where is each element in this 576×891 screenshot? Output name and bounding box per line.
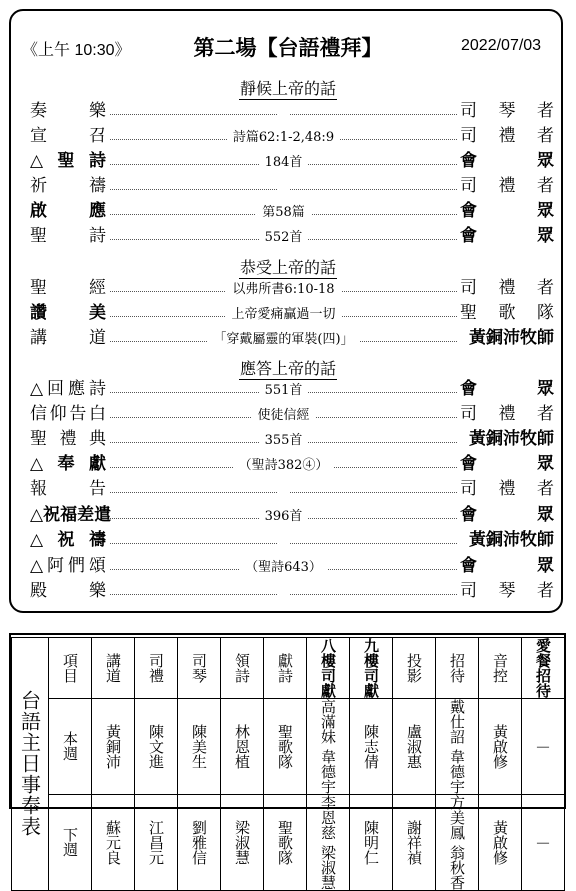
service-item-detail: 396首 — [110, 506, 457, 526]
roster-week-label: 下週 — [49, 794, 92, 890]
service-item-detail: 551首 — [110, 380, 457, 400]
roster-cell: 林恩植 — [221, 699, 264, 795]
roster-header: 獻詩 — [264, 638, 307, 699]
service-item-detail — [110, 480, 457, 500]
roster-cell: 盧淑惠 — [393, 699, 436, 795]
service-row — [30, 555, 554, 577]
service-row — [30, 378, 554, 400]
service-item-detail — [110, 531, 457, 551]
service-row — [30, 175, 554, 197]
service-row — [30, 150, 554, 172]
roster-cell: 黃銅沛 — [92, 699, 135, 795]
roster-cell: 陳文進 — [135, 699, 178, 795]
service-item-detail — [110, 177, 457, 197]
roster-header: 音控 — [479, 638, 522, 699]
roster-cell: 方美鳳 翁秋香 — [436, 794, 479, 890]
roster-cell: 聖歌隊 — [264, 699, 307, 795]
service-item-responsible: 黃銅沛牧師 — [469, 429, 554, 449]
service-item-label: 奏 樂 — [30, 101, 106, 121]
service-item-detail: 184首 — [110, 152, 457, 172]
service-time: 《上午 10:30》 — [22, 42, 131, 59]
roster-week-label: 本週 — [49, 699, 92, 795]
roster-table — [11, 637, 565, 891]
roster-header: 八樓司獻 — [307, 638, 350, 699]
section-heading-2: 恭受上帝的話 — [239, 258, 336, 277]
service-item-label: 聖 禮 典 — [30, 429, 106, 449]
service-item-label: 宣 召 — [30, 126, 106, 146]
roster-cell: 聖歌隊 — [264, 794, 307, 890]
service-row — [30, 580, 554, 602]
roster-cell: 江昌元 — [135, 794, 178, 890]
service-date: 2022/07/03 — [461, 37, 542, 54]
section-heading-3: 應答上帝的話 — [239, 359, 336, 378]
roster-header: 招待 — [436, 638, 479, 699]
service-item-responsible: 會 眾 — [460, 505, 554, 525]
roster-cell: 劉雅信 — [178, 794, 221, 890]
service-item-responsible: 會 眾 — [460, 201, 554, 221]
service-item-detail: 詩篇62:1-2,48:9 — [110, 127, 457, 147]
service-item-responsible: 司 禮 者 — [460, 479, 554, 499]
service-row — [30, 428, 554, 450]
service-item-detail: 第58篇 — [110, 202, 457, 222]
service-item-label: 報 告 — [30, 479, 106, 499]
roster-cell: 梁淑慧 — [221, 794, 264, 890]
service-item-responsible: 會 眾 — [460, 454, 554, 474]
service-row — [30, 478, 554, 500]
service-item-responsible: 黃銅沛牧師 — [469, 328, 554, 348]
service-item-detail: （聖詩643） — [110, 557, 457, 577]
service-row — [30, 529, 554, 551]
service-item-label: 殿 樂 — [30, 581, 106, 601]
service-item-label: 信 仰 告 白 — [30, 404, 106, 424]
service-item-responsible: 聖 歌 隊 — [460, 303, 554, 323]
service-item-detail: 上帝愛痛贏過一切 — [110, 304, 457, 324]
roster-cell: 陳志倩 — [350, 699, 393, 795]
roster-header: 司琴 — [178, 638, 221, 699]
service-item-detail: 552首 — [110, 227, 457, 247]
section-heading-1: 靜候上帝的話 — [239, 79, 336, 98]
roster-cell: － — [522, 699, 565, 795]
service-item-detail — [110, 582, 457, 602]
roster-cell: 陳美生 — [178, 699, 221, 795]
service-item-detail — [110, 102, 457, 122]
service-item-responsible: 司 禮 者 — [460, 404, 554, 424]
service-item-responsible: 會 眾 — [460, 379, 554, 399]
service-row — [30, 100, 554, 122]
service-item-detail: 使徒信經 — [110, 405, 457, 425]
service-item-label: △ 奉 獻 — [30, 454, 106, 474]
service-row — [30, 302, 554, 324]
roster-cell: 陳明仁 — [350, 794, 393, 890]
service-item-label: △ 阿 們 頌 — [30, 556, 106, 576]
service-item-responsible: 司 禮 者 — [460, 278, 554, 298]
service-item-label: 啟 應 — [30, 201, 106, 221]
service-item-responsible: 司 琴 者 — [460, 101, 554, 121]
service-item-responsible: 會 眾 — [460, 556, 554, 576]
service-item-responsible: 司 琴 者 — [460, 581, 554, 601]
service-item-detail: 355首 — [110, 430, 457, 450]
service-item-detail: 「穿戴屬靈的軍裝(四)」 — [110, 329, 457, 349]
roster-cell: 蘇元良 — [92, 794, 135, 890]
roster-header: 投影 — [393, 638, 436, 699]
service-item-responsible: 司 禮 者 — [460, 126, 554, 146]
service-row — [30, 125, 554, 147]
roster-cell: 黃啟修 — [479, 699, 522, 795]
service-item-responsible: 會 眾 — [460, 226, 554, 246]
service-item-label: 聖 經 — [30, 278, 106, 298]
service-row — [30, 504, 554, 526]
roster-header: 領詩 — [221, 638, 264, 699]
service-item-label: △ 聖 詩 — [30, 151, 106, 171]
service-item-label: 讚 美 — [30, 303, 106, 323]
service-row — [30, 277, 554, 299]
service-row — [30, 225, 554, 247]
service-item-detail: 以弗所書6:10-18 — [110, 279, 457, 299]
roster-header: 九樓司獻 — [350, 638, 393, 699]
roster-header: 司禮 — [135, 638, 178, 699]
roster-header: 項目 — [49, 638, 92, 699]
roster-cell: 黃啟修 — [479, 794, 522, 890]
service-row — [30, 403, 554, 425]
roster-header: 講道 — [92, 638, 135, 699]
service-item-label: △ 回 應 詩 — [30, 379, 106, 399]
roster-title: 台語主日事奉表 — [12, 638, 49, 891]
service-row — [30, 453, 554, 475]
roster-cell: － — [522, 794, 565, 890]
roster-header: 愛餐招待 — [522, 638, 565, 699]
service-item-label: △ 祝 禱 — [30, 530, 106, 550]
service-item-label: 聖 詩 — [30, 226, 106, 246]
service-item-responsible: 黃銅沛牧師 — [469, 530, 554, 550]
roster-cell: 李恩慈 梁淑慧 — [307, 794, 350, 890]
roster-cell: 謝祥禎 — [393, 794, 436, 890]
roster-cell: 戴仕詔 韋德宇 — [436, 699, 479, 795]
service-item-detail: （聖詩382④） — [110, 455, 457, 475]
service-row — [30, 327, 554, 349]
page-title: 第二場【台語禮拜】 — [193, 36, 383, 60]
roster-cell: 高滿妹 韋德宇 — [307, 699, 350, 795]
service-item-responsible: 司 禮 者 — [460, 176, 554, 196]
service-item-label: 講 道 — [30, 328, 106, 348]
service-row — [30, 200, 554, 222]
service-item-responsible: 會 眾 — [460, 151, 554, 171]
service-item-label: 祈 禱 — [30, 176, 106, 196]
service-item-label: △ 祝 福 差 遣 — [30, 505, 112, 525]
